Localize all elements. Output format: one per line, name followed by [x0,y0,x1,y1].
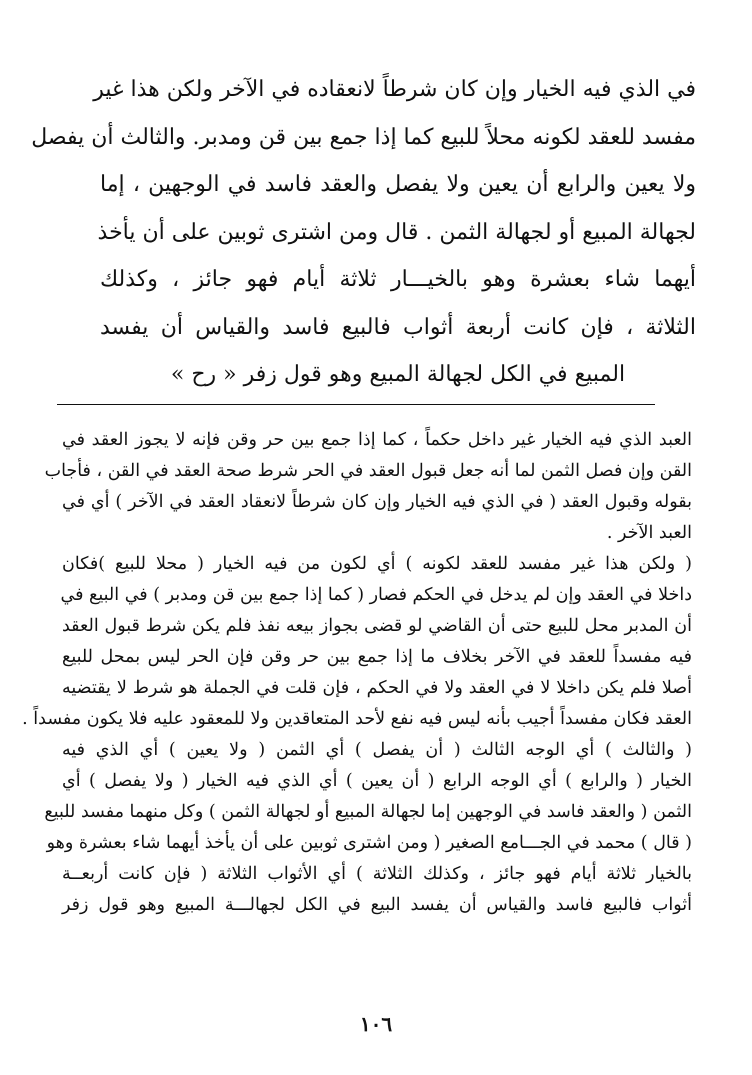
commentary-line: ( ولكن هذا غير مفسد للعقد لكونه ) أي لكون من فيه الخيار ( محلا للبيع )فكان [62,554,692,574]
commentary-block [22,425,692,921]
commentary-line: العبد الذي فيه الخيار غير داخل حكماً ، كما إذا جمع بين حر وقن فإنه لا يجوز العقد في [62,430,692,450]
commentary-line: العقد فكان مفسداً أجيب بأنه ليس فيه نفع لأحد المتعاقدين ولا للمعقود عليه فلا يكون مفسداً . [22,709,692,729]
commentary-line: بقوله وقبول العقد ( في الذي فيه الخيار وإن كان شرطاً لانعقاد العقد في الآخر ) أي في [62,492,692,512]
commentary-line: ( والثالث ) أي الوجه الثالث ( أن يفصل ) أي الثمن ( ولا يعين ) أي الذي فيه [62,740,692,760]
commentary-line: داخلا في العقد وإن لم يدخل في الحكم فصار ( كما إذا جمع بين قن ومدبر ) في البيع في [60,585,692,605]
commentary-line: ( قال ) محمد في الجـــامع الصغير ( ومن اشترى ثوبين على أن يأخذ أيهما شاء بعشرة وهو [46,833,692,853]
main-text-line: الثلاثة ، فإن كانت أربعة أثواب فالبيع فاسد والقياس أن يفسد [100,314,696,340]
commentary-line: أثواب فالبيع فاسد والقياس أن يفسد البيع في الكل لجهالـــة المبيع وهو قول زفر [62,895,692,915]
commentary-line: أصلا فلم يكن داخلا لا في العقد ولا في الحكم ، فإن قلت في الجملة هو شرط لا يقتضيه [62,678,692,698]
commentary-line: العبد الآخر . [606,523,692,543]
main-text-block [31,66,696,399]
main-text-line: المبيع في الكل لجهالة المبيع وهو قول زفر « رح » [170,362,626,387]
main-text-line: في الذي فيه الخيار وإن كان شرطاً لانعقاده في الآخر ولكن هذا غير [93,77,696,102]
main-text-line: أيهما شاء بعشرة وهو بالخيـــار ثلاثة أيام فهو جائز ، وكذلك [100,267,696,292]
commentary-line: القن وإن فصل الثمن لما أنه جعل قبول العقد في الحر شرط صحة العقد في القن ، فأجاب [44,461,692,481]
commentary-line: أن المدبر محل للبيع حتى أن القاضي لو قضى بجواز بيعه نفذ فلم يكن شرط قبول العقد [62,616,692,636]
page-number: ١٠٦ [359,1012,393,1036]
commentary-line: الثمن ( والعقد فاسد في الوجهين إما لجهالة المبيع أو لجهالة الثمن ) وكل منهما مفسد للبيع [44,802,692,822]
commentary-line: فيه مفسداً للعقد في الآخر بخلاف ما إذا جمع بين حر وقن فإن الحر ليس بمحل للبيع [62,647,692,667]
commentary-line: الخيار ( والرابع ) أي الوجه الرابع ( أن يعين ) أي الذي فيه الخيار ( ولا يفصل ) أي [62,771,692,791]
main-text-line: ولا يعين والرابع أن يعين ولا يفصل والعقد فاسد في الوجهين ، إما [100,172,696,197]
separator-rule [57,404,655,405]
main-text-line: لجهالة المبيع أو لجهالة الثمن . قال ومن اشترى ثوبين على أن يأخذ [97,219,696,245]
main-text-line: مفسد للعقد لكونه محلاً للبيع كما إذا جمع بين قن ومدبر. والثالث أن يفصل [31,124,696,150]
commentary-line: بالخيار ثلاثة أيام فهو جائز ، وكذلك الثلاثة ) أي الأثواب الثلاثة ( فإن كانت أربعــة [62,864,692,884]
